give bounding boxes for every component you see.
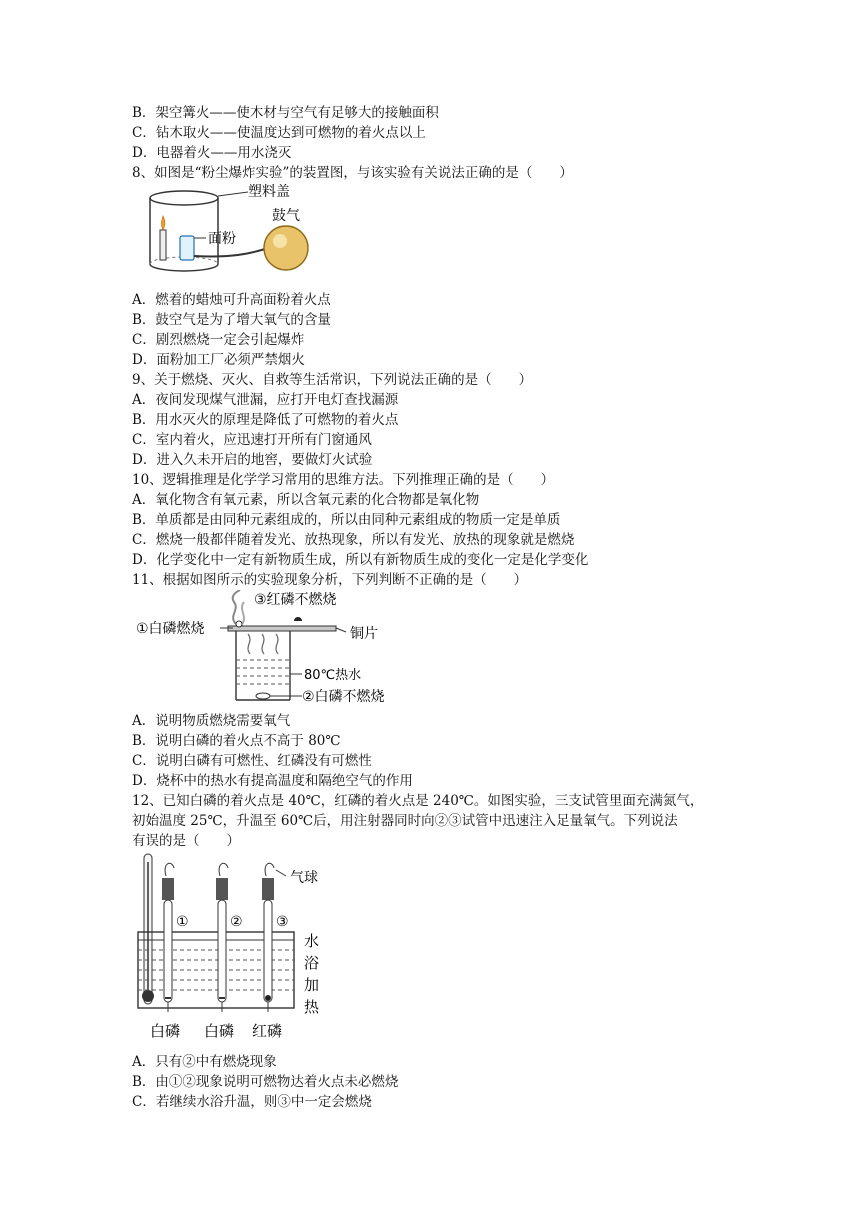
- q7-option-c: C．钻木取火——使温度达到可燃物的着火点以上: [132, 125, 426, 141]
- q12-option-a: A．只有②中有燃烧现象: [132, 1054, 277, 1070]
- q9-option-b: B．用水灭火的原理是降低了可燃物的着火点: [132, 412, 399, 428]
- phosphorus-beaker-figure: [136, 590, 396, 708]
- q9-option-d: D．进入久未开启的地窖，要做灯火试验: [132, 452, 373, 468]
- q11-option-d: D．烧杯中的热水有提高温度和隔绝空气的作用: [132, 773, 413, 789]
- hot-water-label: 80℃热水: [304, 668, 362, 683]
- q10-option-b: B．单质都是由同种元素组成的，所以由同种元素组成的物质一定是单质: [132, 512, 561, 528]
- bath-label-4: 热: [304, 998, 320, 1016]
- lid-label: 塑料盖: [248, 184, 290, 200]
- copper-label: 铜片: [350, 626, 378, 642]
- q11-stem: 11、根据如图所示的实验现象分析，下列判断不正确的是（ ）: [132, 572, 528, 588]
- white-p-burning-label: ①白磷燃烧: [136, 621, 205, 637]
- balloon-label: 气球: [290, 870, 318, 886]
- q7-option-b: B．架空篝火——使木材与空气有足够大的接触面积: [132, 105, 439, 121]
- blow-label: 鼓气: [272, 208, 300, 224]
- bath-label-1: 水: [304, 932, 320, 950]
- q8-option-a: A．燃着的蜡烛可升高面粉着火点: [132, 292, 331, 308]
- red-p-3-label: 红磷: [252, 1022, 283, 1040]
- q12-option-c: C．若继续水浴升温，则③中一定会燃烧: [132, 1094, 372, 1110]
- q12-stem-line3: 有误的是（ ）: [132, 833, 240, 849]
- q11-option-c: C．说明白磷有可燃性、红磷没有可燃性: [132, 753, 372, 769]
- tube-1-label: ①: [176, 914, 189, 930]
- q8-stem: 8、如图是“粉尘爆炸实验”的装置图，与该实验有关说法正确的是（ ）: [132, 165, 573, 181]
- white-p-1-label: 白磷: [150, 1022, 181, 1040]
- tube-3-label: ③: [276, 914, 289, 930]
- red-p-label: ③红磷不燃烧: [254, 592, 337, 608]
- q8-option-d: D．面粉加工厂必须严禁烟火: [132, 352, 305, 368]
- q10-option-c: C．燃烧一般都伴随着发光、放热现象，所以有发光、放热的现象就是燃烧: [132, 532, 575, 548]
- q8-option-b: B．鼓空气是为了增大氧气的含量: [132, 312, 331, 328]
- white-p-not-burning-label: ②白磷不燃烧: [302, 689, 385, 705]
- q10-stem: 10、逻辑推理是化学学习常用的思维方法。下列推理正确的是（ ）: [132, 472, 555, 488]
- bath-label-2: 浴: [304, 954, 320, 972]
- q11-option-b: B．说明白磷的着火点不高于 80℃: [132, 733, 341, 749]
- q9-option-a: A．夜间发现煤气泄漏，应打开电灯查找漏源: [132, 392, 399, 408]
- dust-explosion-figure: [140, 184, 350, 280]
- q12-option-b: B．由①②现象说明可燃物达着火点未必燃烧: [132, 1074, 399, 1090]
- flour-label: 面粉: [208, 231, 236, 247]
- q12-stem-line1: 12、已知白磷的着火点是 40℃，红磷的着火点是 240℃。如图实验，三支试管里面充满氮气，: [132, 793, 704, 809]
- q8-option-c: C．剧烈燃烧一定会引起爆炸: [132, 332, 305, 348]
- water-bath-figure: [134, 852, 334, 1044]
- tube-2-label: ②: [230, 914, 243, 930]
- q10-option-a: A．氧化物含有氧元素，所以含氧元素的化合物都是氧化物: [132, 492, 480, 508]
- q9-stem: 9、关于燃烧、灭火、自救等生活常识，下列说法正确的是（ ）: [132, 372, 533, 388]
- q11-option-a: A．说明物质燃烧需要氧气: [132, 713, 291, 729]
- white-p-2-label: 白磷: [204, 1022, 235, 1040]
- q10-option-d: D．化学变化中一定有新物质生成，所以有新物质生成的变化一定是化学变化: [132, 552, 589, 568]
- q7-option-d: D．电器着火——用水浇灭: [132, 145, 292, 161]
- q9-option-c: C．室内着火，应迅速打开所有门窗通风: [132, 432, 372, 448]
- q12-stem-line2: 初始温度 25℃，升温至 60℃后，用注射器同时向②③试管中迅速注入足量氧气。下列说法: [132, 813, 678, 829]
- bath-label-3: 加: [304, 976, 320, 994]
